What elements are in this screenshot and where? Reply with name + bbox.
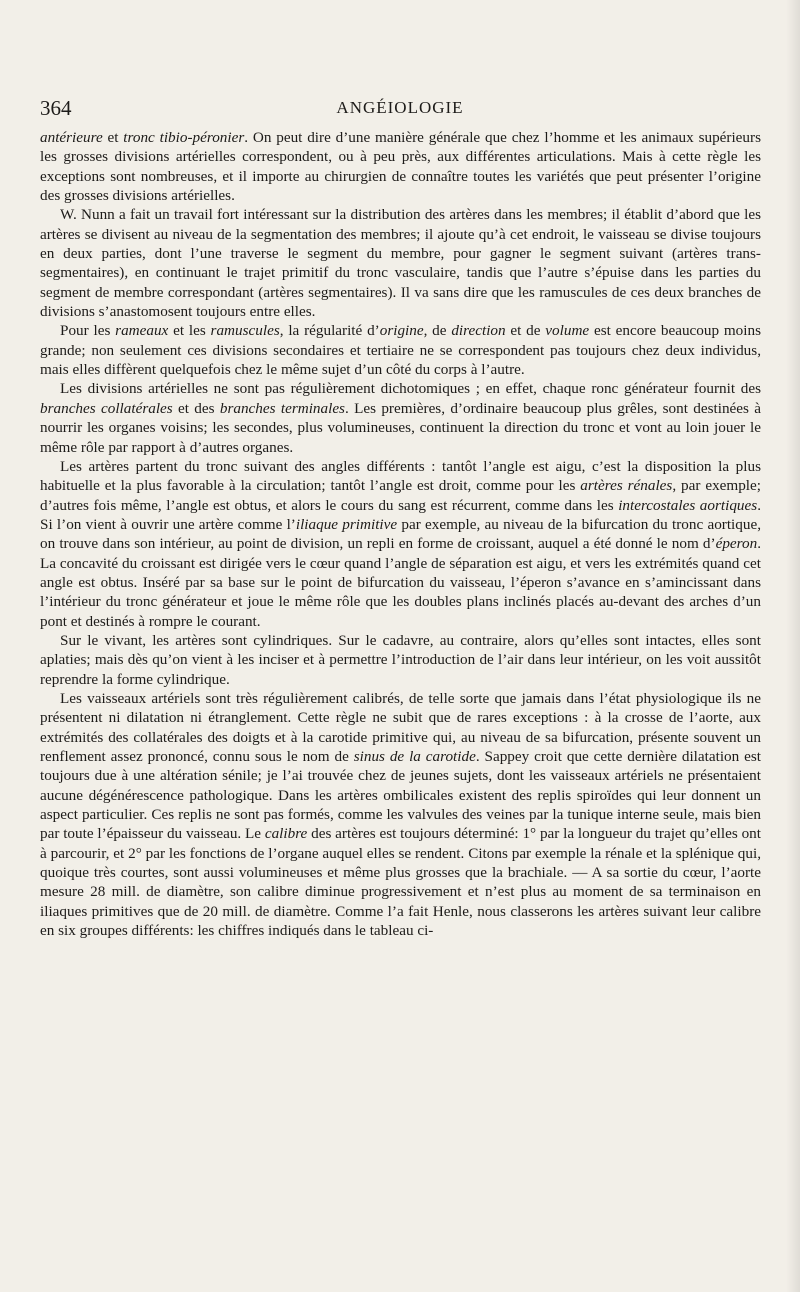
text-run: Pour les (60, 322, 116, 340)
paragraph (40, 689, 761, 940)
italic-term: iliaque primitive (295, 515, 398, 533)
text-run: . Les premières, d’ordinaire beaucoup plus grêles, sont destinées à nourrir les organes voisins; les secondes, plus volumineuses, continuent la direction du tronc et vont au loin jouer le même rôle par rapport à d’autres organes. (40, 399, 761, 456)
text-run: , de (423, 322, 452, 340)
text-run: et (102, 129, 124, 146)
italic-term: antérieure (40, 129, 103, 146)
italic-term: intercostales aortiques (618, 496, 758, 514)
italic-term: éperon (715, 535, 758, 553)
paragraph (40, 457, 761, 631)
page-edge-shadow (786, 0, 800, 1292)
text-run: Sur le vivant, les artères sont cylindriques. Sur le cadavre, au contraire, alors qu’elles sont intactes, elles sont aplaties; mais dès qu’on vient à les inciser et à permettre l’introduction de l’air dans leur intérieur, on les voit aussitôt reprendre la forme cylindrique. (40, 631, 761, 688)
text-run: . Si l’on vient à ouvrir une artère comme l’ (40, 496, 761, 533)
paragraph (40, 321, 761, 379)
italic-term: ramuscules (210, 322, 280, 340)
italic-term: rameaux (115, 322, 169, 340)
text-run: . Sappey croit que cette dernière dilatation est toujours due à une altération sénile; je l’ai trouvée chez de jeunes sujets, dont les vaisseaux artériels ne présentaient aucune dégénérescence pathologique. Dans les artères ombilicales existent des replis spiroïdes qui leur donnent un aspect particulier. Ces replis ne sont pas formés, comme les valvules des veines par la tunique interne seule, mais bien par toute l’épaisseur du vaisseau. Le (40, 748, 761, 843)
text-run: et des (172, 399, 220, 417)
text-run: Les vaisseaux artériels sont très régulièrement calibrés, de telle sorte que jamais dans l’état physiologique ils ne présentent ni dilatation ni étranglement. Cette règle ne subit que de rares exceptions : à la crosse de l’aorte, aux extrémités des collatérales des doigts et à la carotide primitive qui, au niveau de sa bifurcation, présente souvent un renflement assez prononcé, connu sous le nom de (40, 689, 761, 765)
text-run: Les divisions artérielles ne sont pas régulièrement dichotomiques ; en effet, chaque ronc générateur fournit des (60, 380, 761, 398)
italic-term: artères rénales (580, 477, 673, 495)
text-run: est encore beaucoup moins grande; non seulement ces divisions secondaires et tertiaire ne se correspondent pas toujours chez deux individus, mais elles diffèrent quelquefois chez le même sujet d’un côté du corps à l’autre. (40, 322, 762, 379)
page-header (40, 96, 760, 120)
text-run: par exemple, au niveau de la bifurcation du tronc aortique, on trouve dans son intérieur, au point de division, un repli en forme de croissant, auquel a été donné le nom d’ (40, 515, 762, 553)
paragraph (40, 631, 761, 689)
text-run: et de (505, 322, 546, 340)
text-run: , la régularité d’ (279, 322, 380, 340)
italic-term: origine (379, 322, 424, 340)
text-run: des artères est toujours déterminé: 1° par la longueur du trajet qu’elles ont à parcourir, et 2° par les fonctions de l’organe auquel elles se rendent. Citons par exemple la rénale et la splénique qui, quoique très courtes, sont aussi volumineuses et même plus grosses que la brachiale. — A sa sortie du cœur, l’aorte mesure 28 mill. de diamètre, son calibre diminue progressivement et n’est plus au moment de sa terminaison en iliaques primitives que de 20 mill. de diamètre. Comme l’a fait Henle, nous classerons les artères suivant leur calibre en six groupes différents: les chiffres indiqués dans le tableau ci- (40, 825, 761, 940)
text-run: W. Nunn a fait un travail fort intéressant sur la distribution des artères dans les membres; il établit d’abord que les artères se divisent au niveau de la segmentation des membres; il ajoute qu’à cet endroit, le vaisseau se divise toujours en deux parties, dont l’une traverse le segment du membre, pour gagner le segment suivant (artères trans-segmentaires), en continuant le trajet primitif du tronc vasculaire, tandis que l’autre s’épuise dans les parties du segment de membre correspondant (artères segmentaires). Il va sans dire que les ramuscules de ces deux branches de divisions s’anastomosent toujours entre elles. (40, 206, 761, 321)
body-text (40, 128, 761, 940)
italic-term: direction (451, 322, 506, 340)
italic-term: calibre (264, 825, 308, 843)
text-run: . La concavité du croissant est dirigée vers le cœur quand l’angle de séparation est aigu, et vers les extrémités quand cet angle est obtus. Inséré par sa base sur le point de bifurcation du vaisseau, l’éperon s’avance en s’amincissant dans l’intérieur du tronc générateur et joue le même rôle que les doubles plans inclinés placés au-devant des arches d’un pont et destinés à rompre le courant. (40, 535, 761, 630)
paragraph (40, 128, 761, 205)
italic-term: branches terminales (219, 399, 345, 417)
text-run: . On peut dire d’une manière générale que chez l’homme et les animaux supérieurs les grosses divisions artérielles correspondent, ou à peu près, aux différentes articulations. Mais à cette règle les exceptions sont nombreuses, et il importe au chirurgien de connaître toutes les variétés que peut présenter l’origine des grosses divisions artérielles. (40, 129, 761, 205)
page-number: 364 (40, 96, 72, 120)
text-run: , par exemple; d’autres fois même, l’angle est obtus, et alors le cours du sang est récurrent, comme dans les (40, 477, 761, 514)
italic-term: tronc tibio-péronier (123, 129, 245, 146)
paragraph (40, 379, 761, 456)
italic-term: volume (545, 322, 590, 340)
running-head: ANGÉIOLOGIE (336, 98, 464, 117)
text-run: et les (168, 322, 211, 340)
italic-term: branches collatérales (40, 399, 173, 417)
text-run: Les artères partent du tronc suivant des angles différents : tantôt l’angle est aigu, c’est la disposition la plus habituelle et la plus favorable à la circulation; tantôt l’angle est droit, comme pour les (40, 457, 761, 495)
italic-term: sinus de la carotide (353, 748, 476, 765)
paragraph (40, 205, 761, 321)
